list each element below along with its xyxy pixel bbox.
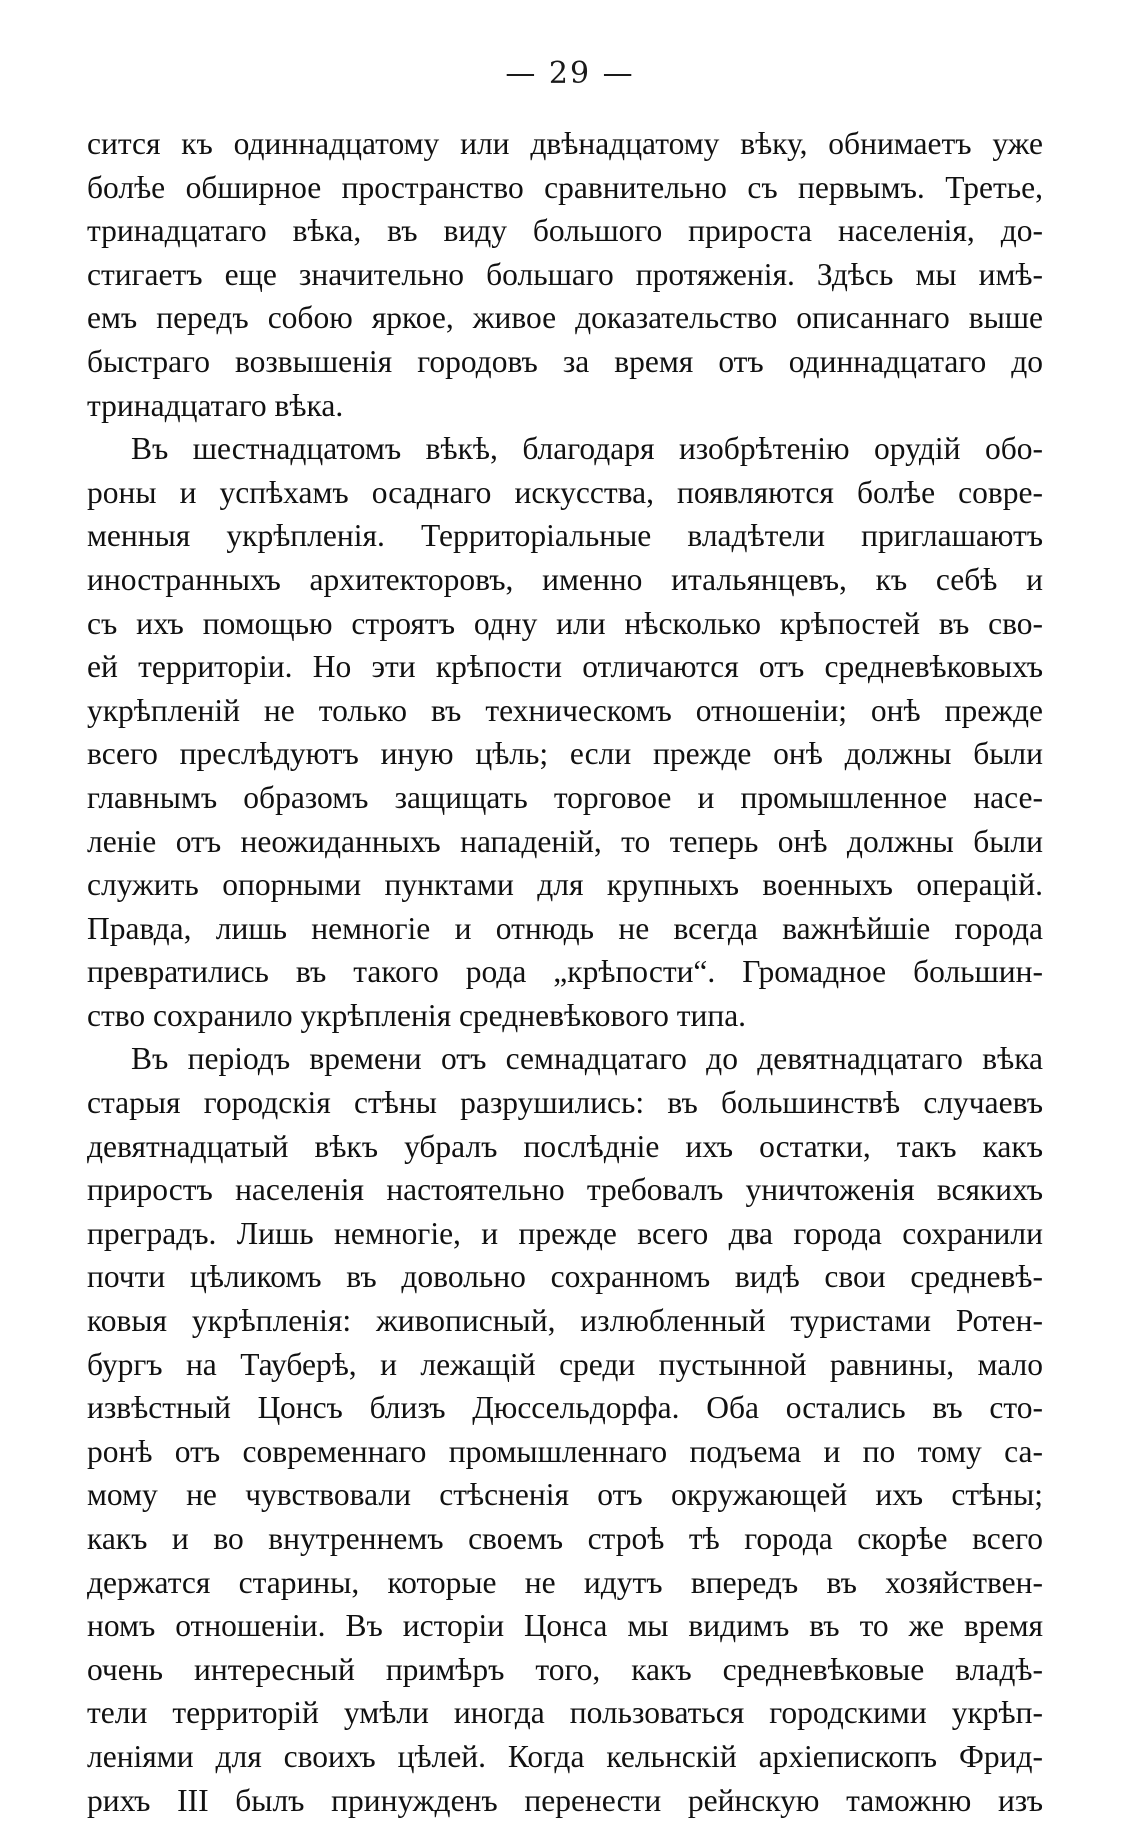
text-line: приростъ населенія настоятельно требовалъ уничтоженія всякихъ: [87, 1172, 1043, 1208]
text-line: номъ отношеніи. Въ исторіи Цонса мы видимъ въ то же время: [87, 1608, 1043, 1644]
page-number: — 29 —: [505, 56, 635, 91]
text-line: какъ и во внутреннемъ своемъ строѣ тѣ города скорѣе всего: [87, 1521, 1043, 1556]
text-line: болѣе обширное пространство сравнительно съ первымъ. Третье,: [87, 169, 1043, 205]
text-line: тели территорій умѣли иногда пользоваться городскими укрѣп-: [87, 1695, 1043, 1731]
text-line: быстраго возвышенія городовъ за время отъ одиннадцатаго до: [87, 343, 1043, 379]
text-line: иностранныхъ архитекторовъ, именно итальянцевъ, къ себѣ и: [87, 561, 1043, 597]
text-line: почти цѣликомъ въ довольно сохранномъ видѣ свои средневѣ-: [87, 1259, 1043, 1295]
text-line: всего преслѣдуютъ иную цѣль; если прежде онѣ должны были: [87, 736, 1043, 772]
text-line: роны и успѣхамъ осаднаго искусства, появляются болѣе совре-: [87, 474, 1043, 510]
text-line: съ ихъ помощью строятъ одну или нѣсколько крѣпостей въ сво-: [87, 605, 1043, 641]
paragraph-2: [87, 427, 1043, 1037]
text-line: стигаетъ еще значительно большаго протяженія. Здѣсь мы имѣ-: [87, 256, 1043, 292]
text-line: извѣстный Цонсъ близъ Дюссельдорфа. Оба остались въ сто-: [87, 1390, 1043, 1426]
paragraph-3: [87, 1037, 1043, 1822]
text-line: ронѣ отъ современнаго промышленнаго подъема и по тому са-: [87, 1433, 1043, 1469]
text-line: ство сохранило укрѣпленія средневѣкового типа.: [87, 997, 747, 1033]
text-line: Въ періодъ времени отъ семнадцатаго до девятнадцатаго вѣка: [131, 1041, 1043, 1077]
text-line: тринадцатаго вѣка, въ виду большого прироста населенія, до-: [87, 213, 1043, 249]
text-line: бургъ на Тауберѣ, и лежащій среди пустынной равнины, мало: [87, 1346, 1043, 1382]
text-line: ковыя укрѣпленія: живописный, излюбленный туристами Ротен-: [87, 1303, 1043, 1339]
text-line: леніями для своихъ цѣлей. Когда кельнскій архіепископъ Фрид-: [87, 1738, 1043, 1774]
text-line: сится къ одиннадцатому или двѣнадцатому вѣку, обнимаетъ уже: [87, 126, 1043, 161]
paragraph-1: [87, 122, 1043, 427]
text-line: менныя укрѣпленія. Территоріальные владѣтели приглашаютъ: [87, 518, 1043, 554]
text-line: леніе отъ неожиданныхъ нападеній, то теперь онѣ должны были: [87, 823, 1043, 859]
text-line: тринадцатаго вѣка.: [87, 387, 344, 423]
text-line: очень интересный примѣръ того, какъ средневѣковые владѣ-: [87, 1651, 1043, 1687]
text-line: девятнадцатый вѣкъ убралъ послѣдніе ихъ остатки, такъ какъ: [87, 1128, 1043, 1164]
text-line: укрѣпленій не только въ техническомъ отношеніи; онѣ прежде: [87, 692, 1043, 728]
text-line: преградъ. Лишь немногіе, и прежде всего два города сохранили: [87, 1215, 1043, 1251]
text-line: Правда, лишь немногіе и отнюдь не всегда важнѣйшіе города: [87, 910, 1043, 946]
body-text: [87, 122, 1043, 1822]
text-line: ей территоріи. Но эти крѣпости отличаются отъ средневѣковыхъ: [87, 649, 1043, 685]
text-line: емъ передъ собою яркое, живое доказательство описаннаго выше: [87, 300, 1043, 336]
text-line: главнымъ образомъ защищать торговое и промышленное насе-: [87, 779, 1043, 815]
text-line: превратились въ такого рода „крѣпости“. Громадное большин-: [87, 954, 1043, 990]
text-line: держатся старины, которые не идутъ впередъ въ хозяйствен-: [87, 1564, 1043, 1600]
text-line: мому не чувствовали стѣсненія отъ окружающей ихъ стѣны;: [87, 1477, 1043, 1513]
text-line: рихъ III былъ принужденъ перенести рейнскую таможню изъ: [87, 1782, 1043, 1818]
text-line: старыя городскія стѣны разрушились: въ большинствѣ случаевъ: [87, 1085, 1043, 1121]
text-line: служить опорными пунктами для крупныхъ военныхъ операцій.: [87, 867, 1043, 903]
text-line: Въ шестнадцатомъ вѣкѣ, благодаря изобрѣтенію орудій обо-: [131, 431, 1043, 467]
